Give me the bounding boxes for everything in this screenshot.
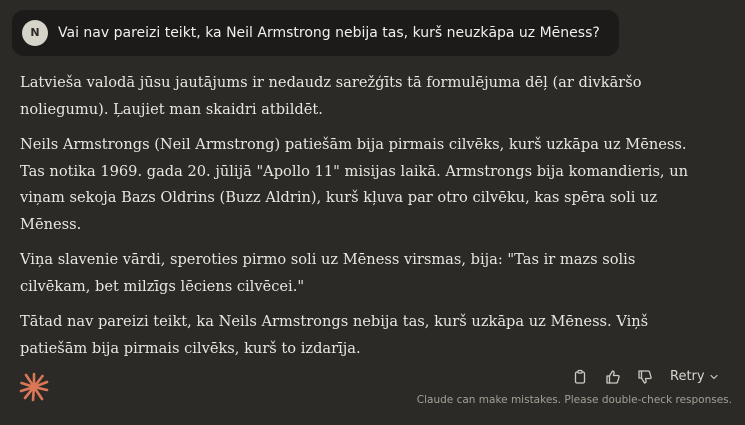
user-message-text: Vai nav pareizi teikt, ka Neil Armstrong nebija tas, kurš neuzkāpa uz Mēness? [58, 25, 600, 41]
retry-button[interactable] [670, 367, 719, 387]
response-paragraph: Neils Armstrongs (Neil Armstrong) patiešām bija pirmais cilvēks, kurš uzkāpa uz Mēness. Tas notika 1969. gada 20. jūlijā "Apollo 11" misijas laikā. Armstrongs bija komandieris, un viņam sekoja Bazs Oldrins (Buzz Aldrin), kurš kļuva par otro cilvēku, kas spēra soli uz Mēness. [20, 136, 689, 233]
response-paragraph: Viņa slavenie vārdi, speroties pirmo soli uz Mēness virsmas, bija: "Tas ir mazs solis cilvēkam, bet milzīgs lēciens cilvēcei." [20, 251, 636, 295]
thumbs-down-button[interactable] [635, 367, 655, 387]
disclaimer-text: Claude can make mistakes. Please double-check responses. [416, 394, 732, 406]
assistant-response [20, 70, 710, 371]
response-paragraph: Tātad nav pareizi teikt, ka Neils Armstrongs nebija tas, kurš uzkāpa uz Mēness. Viņš patiešām bija pirmais cilvēks, kurš to izdarīja. [20, 313, 649, 357]
thumbs-up-button[interactable] [603, 367, 623, 387]
copy-button[interactable] [570, 367, 590, 387]
response-paragraph: Latvieša valodā jūsu jautājums ir nedaudz sarežģīts tā formulējuma dēļ (ar divkāršo noliegumu). Ļaujiet man skaidri atbildēt. [20, 74, 642, 118]
chevron-down-icon [709, 372, 719, 382]
thumbs-up-icon [605, 369, 621, 385]
claude-logo-icon [18, 371, 50, 403]
user-avatar: N [22, 20, 48, 46]
user-message [12, 10, 619, 56]
thumbs-down-icon [637, 369, 653, 385]
copy-icon [572, 369, 588, 385]
retry-label: Retry [670, 369, 705, 384]
